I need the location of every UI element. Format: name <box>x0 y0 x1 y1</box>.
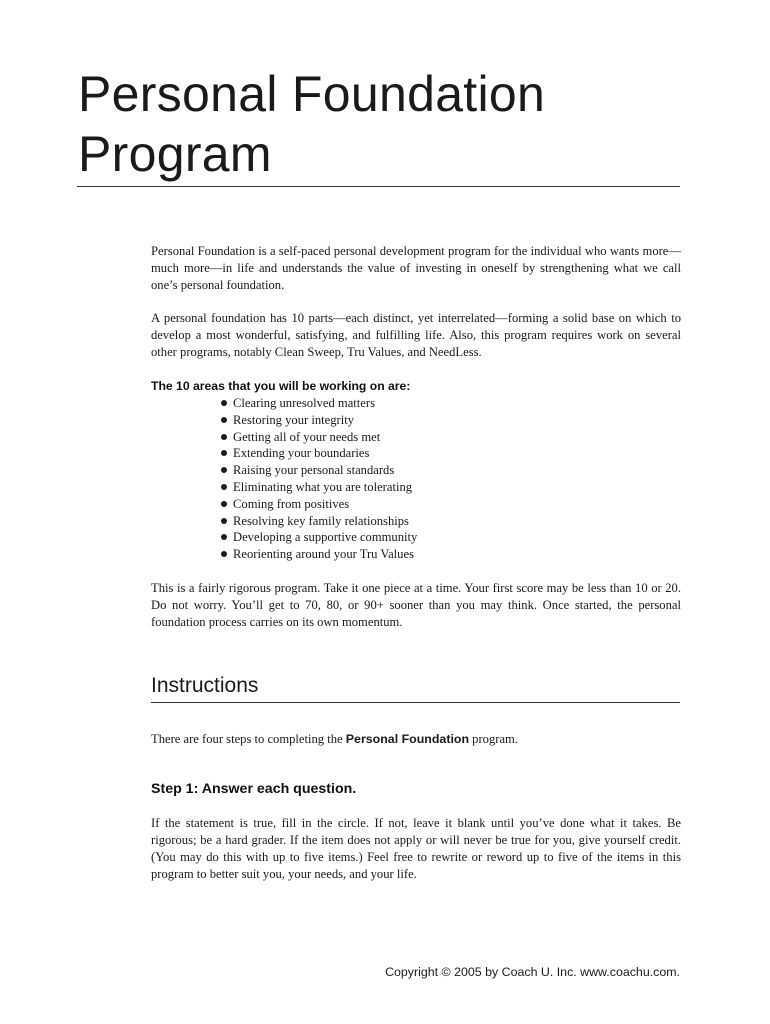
section-divider <box>151 702 680 703</box>
intro-paragraph: Personal Foundation is a self-paced personal development program for the individual who wants more—much more—in life and understands the value of investing in oneself by strengthening what we call one’s personal foundation. <box>151 244 681 292</box>
list-item <box>219 513 417 530</box>
list-item <box>219 529 417 546</box>
bullet-icon <box>221 450 227 456</box>
areas-list <box>219 395 417 563</box>
bullet-icon <box>221 434 227 440</box>
list-item <box>219 546 417 563</box>
bullet-icon <box>221 518 227 524</box>
list-item <box>219 479 417 496</box>
closing-paragraph: This is a fairly rigorous program. Take it one piece at a time. Your first score may be less than 10 or 20. Do not worry. You’ll get to 70, 80, or 90+ sooner than you may think. Once started, the personal foundation process carries on its own momentum. <box>151 581 681 629</box>
list-item <box>219 462 417 479</box>
intro-paragraph: A personal foundation has 10 parts—each distinct, yet interrelated—forming a solid base on which to develop a most wonderful, satisfying, and fulfilling life. Also, this program requires work on several other programs, notably Clean Sweep, Tru Values, and NeedLess. <box>151 311 681 359</box>
list-item-label: Raising your personal standards <box>233 463 395 478</box>
bullet-icon <box>221 467 227 473</box>
list-item-label: Eliminating what you are tolerating <box>233 479 413 494</box>
bullet-icon <box>221 417 227 423</box>
list-item <box>219 412 417 429</box>
instructions-intro-text: program. <box>469 732 518 746</box>
list-item <box>219 429 417 446</box>
instructions-intro <box>151 731 681 748</box>
page-title: Personal Foundation Program <box>78 66 546 182</box>
list-item-label: Clearing unresolved matters <box>233 396 375 410</box>
list-item-label: Restoring your integrity <box>233 412 355 427</box>
list-item-label: Developing a supportive community <box>233 530 418 545</box>
list-item-label: Reorienting around your Tru Values <box>233 547 414 562</box>
list-item <box>219 445 417 462</box>
copyright-footer: Copyright © 2005 by Coach U. Inc. www.coachu.com. <box>385 965 680 979</box>
list-item <box>219 395 417 412</box>
list-item-label: Extending your boundaries <box>233 446 370 461</box>
title-divider <box>77 186 680 187</box>
list-item <box>219 496 417 513</box>
list-item-label: Getting all of your needs met <box>233 429 381 444</box>
bullet-icon <box>221 534 227 540</box>
bullet-icon <box>221 400 227 406</box>
program-name-emphasis: Personal Foundation <box>345 732 470 746</box>
bullet-icon <box>221 501 227 507</box>
section-heading-instructions: Instructions <box>151 674 259 697</box>
bullet-icon <box>221 484 227 490</box>
step-1-body: If the statement is true, fill in the circle. If not, leave it blank until you’ve done what it takes. Be rigorous; be a hard grader. If the item does not apply or will never be true for you, give yourself credit. (You may do this with up to five items.) Feel free to rewrite or reword up to five of the items in this program to better suit you, your needs, and your life. <box>151 816 681 881</box>
instructions-intro-text: There are four steps to completing the <box>151 732 346 746</box>
bullet-icon <box>221 551 227 557</box>
areas-heading: The 10 areas that you will be working on are: <box>151 379 411 393</box>
list-item-label: Resolving key family relationships <box>233 513 409 528</box>
list-item-label: Coming from positives <box>233 496 350 511</box>
step-1-heading: Step 1: Answer each question. <box>151 781 357 797</box>
